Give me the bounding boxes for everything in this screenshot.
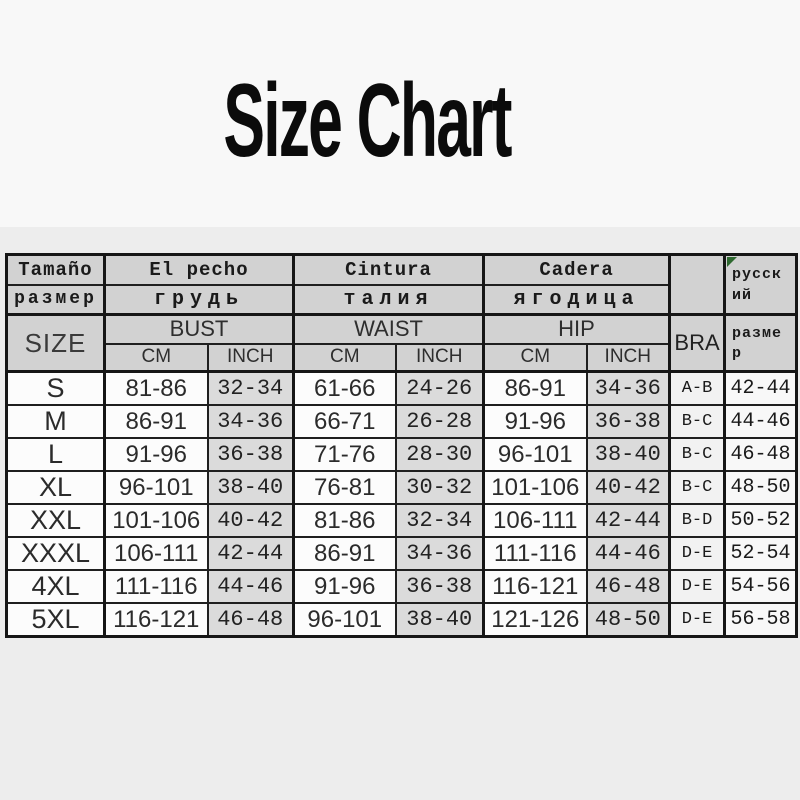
table-row	[7, 537, 797, 570]
hip-cm-cell: 96-101	[484, 438, 587, 471]
hip-inch-cell: 44-46	[587, 537, 670, 570]
size-cell: M	[7, 405, 105, 438]
table-header-row-spanish	[7, 255, 797, 285]
hip-cm-cell: 116-121	[484, 570, 587, 603]
header-bust-es: El pecho	[105, 255, 294, 285]
hip-inch-cell: 46-48	[587, 570, 670, 603]
header-hip-cm: CM	[484, 344, 587, 372]
waist-cm-cell: 66-71	[294, 405, 396, 438]
ru-size-cell: 54-56	[725, 570, 797, 603]
header-hip-en: HIP	[484, 315, 670, 344]
hip-cm-cell: 86-91	[484, 372, 587, 406]
hip-inch-cell: 48-50	[587, 603, 670, 637]
hip-cm-cell: 91-96	[484, 405, 587, 438]
table-row	[7, 405, 797, 438]
bust-inch-cell: 46-48	[208, 603, 294, 637]
ru-size-cell: 42-44	[725, 372, 797, 406]
bust-cm-cell: 111-116	[105, 570, 208, 603]
bust-cm-cell: 101-106	[105, 504, 208, 537]
header-bra: BRA	[670, 315, 725, 372]
header-bust-en: BUST	[105, 315, 294, 344]
waist-cm-cell: 71-76	[294, 438, 396, 471]
size-cell: 5XL	[7, 603, 105, 637]
waist-inch-cell: 36-38	[396, 570, 484, 603]
size-cell: XXL	[7, 504, 105, 537]
table-row	[7, 471, 797, 504]
bust-cm-cell: 106-111	[105, 537, 208, 570]
hip-cm-cell: 121-126	[484, 603, 587, 637]
bra-cell: D-E	[670, 603, 725, 637]
waist-inch-cell: 30-32	[396, 471, 484, 504]
bust-inch-cell: 40-42	[208, 504, 294, 537]
bust-inch-cell: 34-36	[208, 405, 294, 438]
header-waist-cm: CM	[294, 344, 396, 372]
bust-inch-cell: 42-44	[208, 537, 294, 570]
waist-cm-cell: 91-96	[294, 570, 396, 603]
ru-size-cell: 48-50	[725, 471, 797, 504]
bust-inch-cell: 38-40	[208, 471, 294, 504]
table-row	[7, 570, 797, 603]
header-size-ru: размер	[7, 285, 105, 315]
waist-cm-cell: 61-66	[294, 372, 396, 406]
bust-inch-cell: 32-34	[208, 372, 294, 406]
size-cell: S	[7, 372, 105, 406]
bra-cell: A-B	[670, 372, 725, 406]
bra-cell: B-C	[670, 438, 725, 471]
header-hip-ru: ягодица	[484, 285, 670, 315]
hip-inch-cell: 36-38	[587, 405, 670, 438]
header-ru-size-label: размер	[725, 315, 797, 372]
header-hip-inch: INCH	[587, 344, 670, 372]
waist-inch-cell: 26-28	[396, 405, 484, 438]
waist-cm-cell: 81-86	[294, 504, 396, 537]
bust-inch-cell: 44-46	[208, 570, 294, 603]
waist-inch-cell: 24-26	[396, 372, 484, 406]
page-title: Size Chart	[223, 63, 511, 179]
hip-inch-cell: 34-36	[587, 372, 670, 406]
header-hip-es: Cadera	[484, 255, 670, 285]
size-cell: XL	[7, 471, 105, 504]
header-waist-inch: INCH	[396, 344, 484, 372]
waist-inch-cell: 28-30	[396, 438, 484, 471]
hip-cm-cell: 111-116	[484, 537, 587, 570]
hip-inch-cell: 42-44	[587, 504, 670, 537]
header-russian-label: русский	[725, 255, 797, 315]
header-bust-ru: грудь	[105, 285, 294, 315]
ru-size-cell: 44-46	[725, 405, 797, 438]
header-bra-empty-cell	[670, 255, 725, 315]
bust-inch-cell: 36-38	[208, 438, 294, 471]
size-cell: XXXL	[7, 537, 105, 570]
bra-cell: B-C	[670, 405, 725, 438]
table-body	[7, 372, 797, 637]
bra-cell: D-E	[670, 537, 725, 570]
hip-inch-cell: 40-42	[587, 471, 670, 504]
waist-inch-cell: 32-34	[396, 504, 484, 537]
header-waist-ru: талия	[294, 285, 484, 315]
header-bust-cm: CM	[105, 344, 208, 372]
hip-cm-cell: 106-111	[484, 504, 587, 537]
ru-size-cell: 56-58	[725, 603, 797, 637]
table-header-row-english	[7, 315, 797, 344]
size-cell: L	[7, 438, 105, 471]
waist-cm-cell: 86-91	[294, 537, 396, 570]
header-waist-en: WAIST	[294, 315, 484, 344]
ru-size-cell: 52-54	[725, 537, 797, 570]
waist-inch-cell: 34-36	[396, 537, 484, 570]
table-row	[7, 372, 797, 406]
ru-size-cell: 50-52	[725, 504, 797, 537]
waist-inch-cell: 38-40	[396, 603, 484, 637]
ru-size-cell: 46-48	[725, 438, 797, 471]
bust-cm-cell: 116-121	[105, 603, 208, 637]
header-size-en: SIZE	[7, 315, 105, 372]
table-row	[7, 504, 797, 537]
bust-cm-cell: 91-96	[105, 438, 208, 471]
size-cell: 4XL	[7, 570, 105, 603]
size-chart-table	[5, 253, 798, 638]
bra-cell: B-D	[670, 504, 725, 537]
table-row	[7, 438, 797, 471]
bust-cm-cell: 86-91	[105, 405, 208, 438]
bust-cm-cell: 81-86	[105, 372, 208, 406]
bra-cell: D-E	[670, 570, 725, 603]
table-row	[7, 603, 797, 637]
hip-inch-cell: 38-40	[587, 438, 670, 471]
bust-cm-cell: 96-101	[105, 471, 208, 504]
header-bust-inch: INCH	[208, 344, 294, 372]
cell-corner-marker-icon	[727, 257, 737, 267]
waist-cm-cell: 96-101	[294, 603, 396, 637]
header-waist-es: Cintura	[294, 255, 484, 285]
header-size-es: Tamaño	[7, 255, 105, 285]
bra-cell: B-C	[670, 471, 725, 504]
hip-cm-cell: 101-106	[484, 471, 587, 504]
waist-cm-cell: 76-81	[294, 471, 396, 504]
